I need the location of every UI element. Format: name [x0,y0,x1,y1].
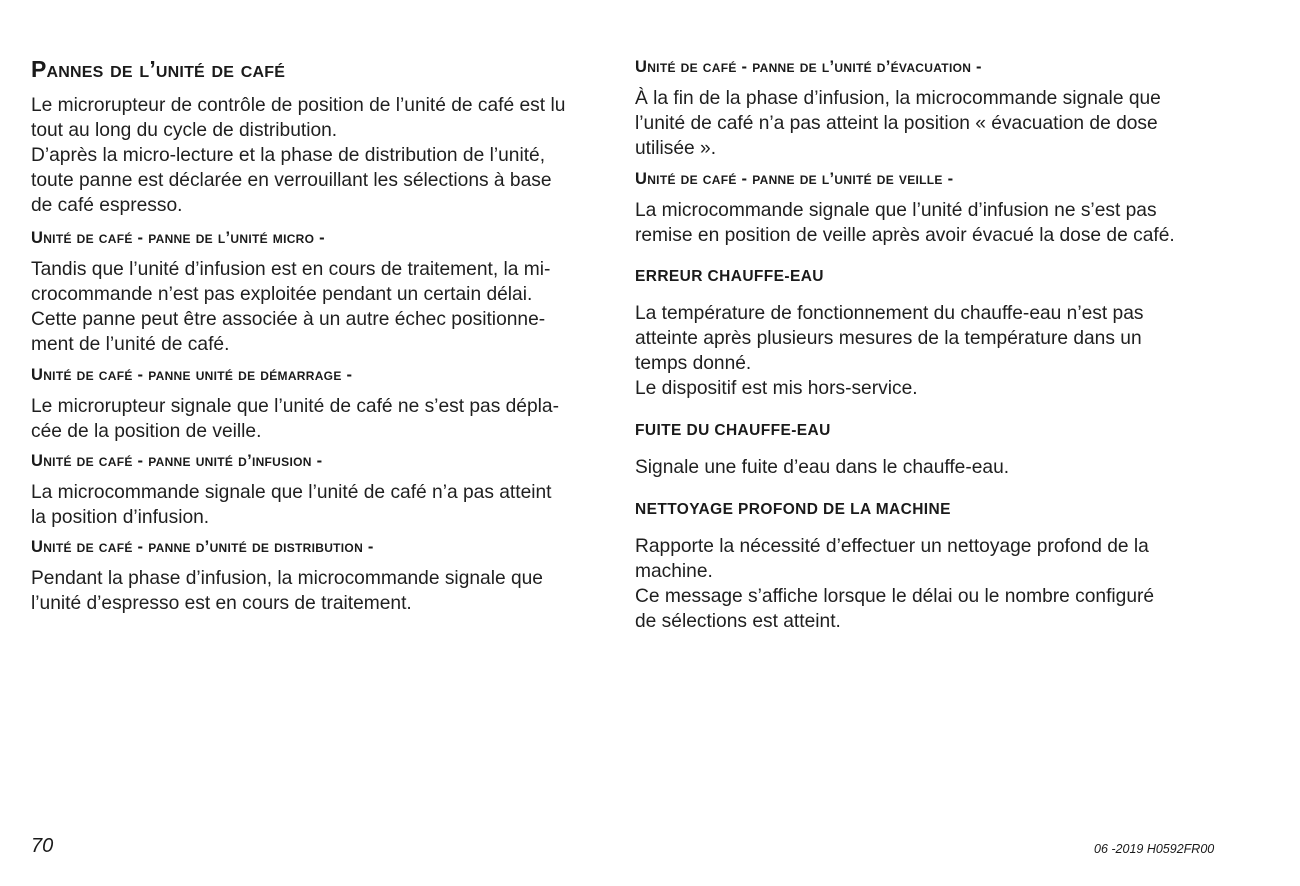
evacuation-paragraph: À la fin de la phase d’infusion, la microcommande signale que l’unité de café n’a pas atteint la position « évacuation de dose utilisée ». [635,88,1161,159]
nettoyage-paragraph: Rapporte la nécessité d’effectuer un nettoyage profond de la machine. Ce message s’affiche lorsque le délai ou le nombre configuré de sélections est atteint. [635,536,1155,632]
chauffe-eau-paragraph: La température de fonctionnement du chauffe-eau n’est pas atteinte après plusieurs mesures de la température dans un temps donné. Le dispositif est mis hors-service. [635,303,1144,399]
micro-heading: Unité de café - panne de l’unité micro - [31,229,325,247]
demarrage-paragraph: Le microrupteur signale que l’unité de café ne s’est pas dépla- cée de la position de veille. [31,396,559,442]
document-reference: 06 -2019 H0592FR00 [1094,842,1215,856]
infusion-heading: Unité de café - panne unité d’infusion - [31,452,323,470]
chauffe-eau-heading: ERREUR CHAUFFE-EAU [635,268,824,285]
micro-paragraph: Tandis que l’unité d’infusion est en cours de traitement, la mi- crocommande n’est pas exploitée pendant un certain délai. Cette panne peut être associée à un autre échec positionne- ment de l’unité de café. [31,259,551,355]
veille-heading: Unité de café - panne de l’unité de veille - [635,170,954,188]
intro-paragraph: Le microrupteur de contrôle de position de l’unité de café est lu tout au long du cycle de distribution. D’après la micro-lecture et la phase de distribution de l’unité, toute panne est déclarée en verrouillant les sélections à base de café espresso. [31,95,566,216]
infusion-paragraph: La microcommande signale que l’unité de café n’a pas atteint la position d’infusion. [31,482,552,528]
nettoyage-heading: NETTOYAGE PROFOND DE LA MACHINE [635,501,951,518]
fuite-paragraph: Signale une fuite d’eau dans le chauffe-eau. [635,457,1010,478]
fuite-heading: FUITE DU CHAUFFE-EAU [635,422,831,439]
distribution-heading: Unité de café - panne d’unité de distribution - [31,538,374,556]
distribution-paragraph: Pendant la phase d’infusion, la microcommande signale que l’unité d’espresso est en cours de traitement. [31,568,543,614]
evacuation-heading: Unité de café - panne de l’unité d’évacuation - [635,58,982,76]
page-number: 70 [31,835,54,857]
section-title: Pannes de l’unité de café [31,56,286,82]
demarrage-heading: Unité de café - panne unité de démarrage - [31,366,353,384]
veille-paragraph: La microcommande signale que l’unité d’infusion ne s’est pas remise en position de veille après avoir évacué la dose de café. [635,200,1175,246]
